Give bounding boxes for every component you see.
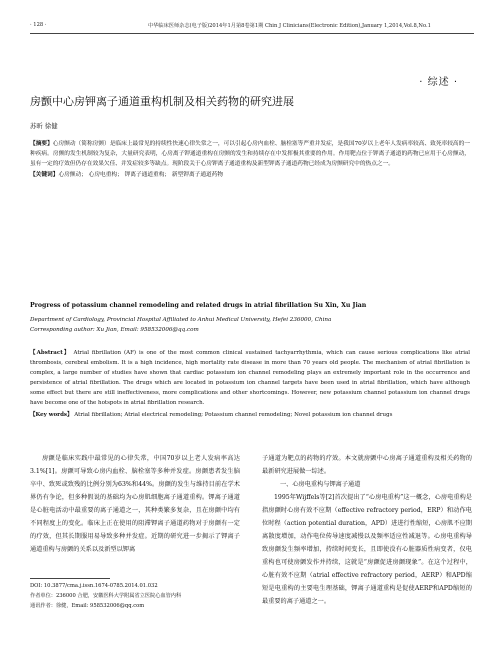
english-affiliation: Department of Cardiology, Provincial Hospital Affiliated to Anhui Medical University, Hefei 236000, China	[30, 317, 332, 323]
abstract-cn-text: 心房颤动（简称房颤）是临床上最常见的持续性快速心律失常之一，可以引起心房内血栓、脑栓塞等严重并发症，是我国70岁以上老年人发病率较高、致死率较高的一种疾病。房颤的发生机制较为复杂，大量研究表明，心房离子钾通道重构在房颤的发生和持续存在中发挥极其重要的作用。作用靶点位于钾离子通道的药物已应用于心房颤动，虽有一定的疗效但仍存在效果欠佳、并发症较多等缺点。现阶段关于心房钾离子通道重构及新型钾离子通道药物已经成为房颤研究中的热点之一。	[30, 141, 470, 167]
body-right-paragraph-2: 1995年Wijffels等[2]首次提出了“心房电重构”这一概念，心房电重构是指房颤时心房有效不应期（effective refractory period，ERP）和动作电位时程（action potential duration，APD）进进行性缩短，心房肌不应期离散度增加，动作电位传导速度减慢以及频率适应性减退等。心房电重构导致房颤发生频率增加，持续时间变长，且即使没有心脏器质性病变者，仅电重构也可使房颤发作并持续，这就是“房颤促进房颤现象”。在这个过程中，心脏有效不应期（atrial effective refractory period，AERP）和APD缩短是电重构的主要电生理基础，钾离子通道重构是促使AERP和APD缩短的最重要的离子通道之一。	[262, 494, 472, 605]
keywords-en-label: 【Key words】	[30, 412, 73, 418]
body-left-paragraph: 房颤是临床实践中最常见的心律失常，中国70岁以上老人发病率高达3.1%[1]。房颤可导致心房内血栓、脑栓塞等多种并发症。房颤患者发生脑卒中、致死或致残的比例分别为63%和44%。房颤的发生与维持目前在学术界仍有争论，但多种假说的基础均为心房肌细胞离子通道重构。钾离子通道是心脏电活动中最重要的离子通道之一，其种类繁多复杂，且在房颤中均有不同程度上的变化。临床上正在使用的阻滞钾离子通道药物对于房颤有一定的疗效，但其长期服用易导致多种并发症。近期的研究进一步揭示了钾离子通道重构与房颤的关系以及新型以钾离	[30, 455, 240, 553]
english-title: Progress of potassium channel remodeling and related drugs in atrial fibrillation Su Xin, Xu Jian	[30, 302, 367, 309]
english-affiliation-block	[30, 315, 470, 335]
keywords-cn-label: 【关键词】	[30, 172, 59, 179]
article-title: 房颤中心房钾离子通道重构机制及相关药物的研究进展	[30, 95, 294, 108]
footnote-affiliation: 作者单位：236000 合肥，安徽医科大学附属省立医院心血管内科	[30, 593, 182, 599]
footnote-correspondence: 通讯作者：徐健，Email: 958532006@qq.com	[30, 603, 145, 609]
abstract-en-label: 【Abstract】	[30, 350, 71, 356]
authors: 苏昕 徐健	[30, 122, 58, 130]
section-heading-1: 一、心房电重构与钾离子通道	[280, 481, 361, 488]
corresponding-author: Corresponding author: Xu Jian, Email: 958532006@qq.com	[30, 327, 199, 333]
header-rule	[30, 33, 474, 34]
footnote-rule	[30, 578, 110, 579]
abstract-cn-label: 【摘要】	[30, 141, 53, 147]
keywords-en: Atrial fibrillation; Atrial electrical remodeling; Potassium channel remodeling; Novel potassium ion channel drugs	[74, 412, 393, 418]
footnote-doi: DOI: 10.3877/cma.j.issn.1674-0785.2014.01.032	[30, 583, 158, 589]
keywords-cn: 心房颤动； 心房电重构； 钾离子通道重构； 新型钾离子通道药物	[58, 172, 224, 179]
journal-citation: 中华临床医师杂志(电子版)2014年1月第8卷第1期 Chin J Clinicians(Electronic Edition),January 1,2014,Vol.8,No.1	[148, 23, 431, 29]
abstract-en	[30, 348, 470, 420]
abstract-en-text: Atrial fibrillation (AF) is one of the most common clinical sustained tachyarrhythmia, which can cause serious complications like atrial thrombosis, cerebral embolism. It is a high incidence, high mortality rate disease in more than 70 years old people. The mechanism of atrial fibrillation is complex, a large number of studies have shown that cardiac potassium ion channel remodeling plays an extremely important role in the occurrence and persistence of atrial fibrillation. The drugs which are located in potassium ion channel targets have been used in atrial fibrillation, which have although some effect but there are still ineffectiveness, more complications and other shortcomings. However, new potassium channel potassium ion channel drugs have become one of the hotspots in atrial fibrillation research.	[30, 350, 470, 406]
body-left-column	[30, 452, 240, 556]
body-right-paragraph-1: 子通道为靶点的药物的疗效。本文就房颤中心房离子通道重构及相关药物的最新研究进展做一综述。	[262, 455, 472, 475]
abstract-cn	[30, 140, 470, 181]
page-number: · 128 ·	[30, 22, 47, 28]
body-right-column	[262, 452, 472, 608]
section-tag: · 综述 ·	[419, 77, 458, 88]
